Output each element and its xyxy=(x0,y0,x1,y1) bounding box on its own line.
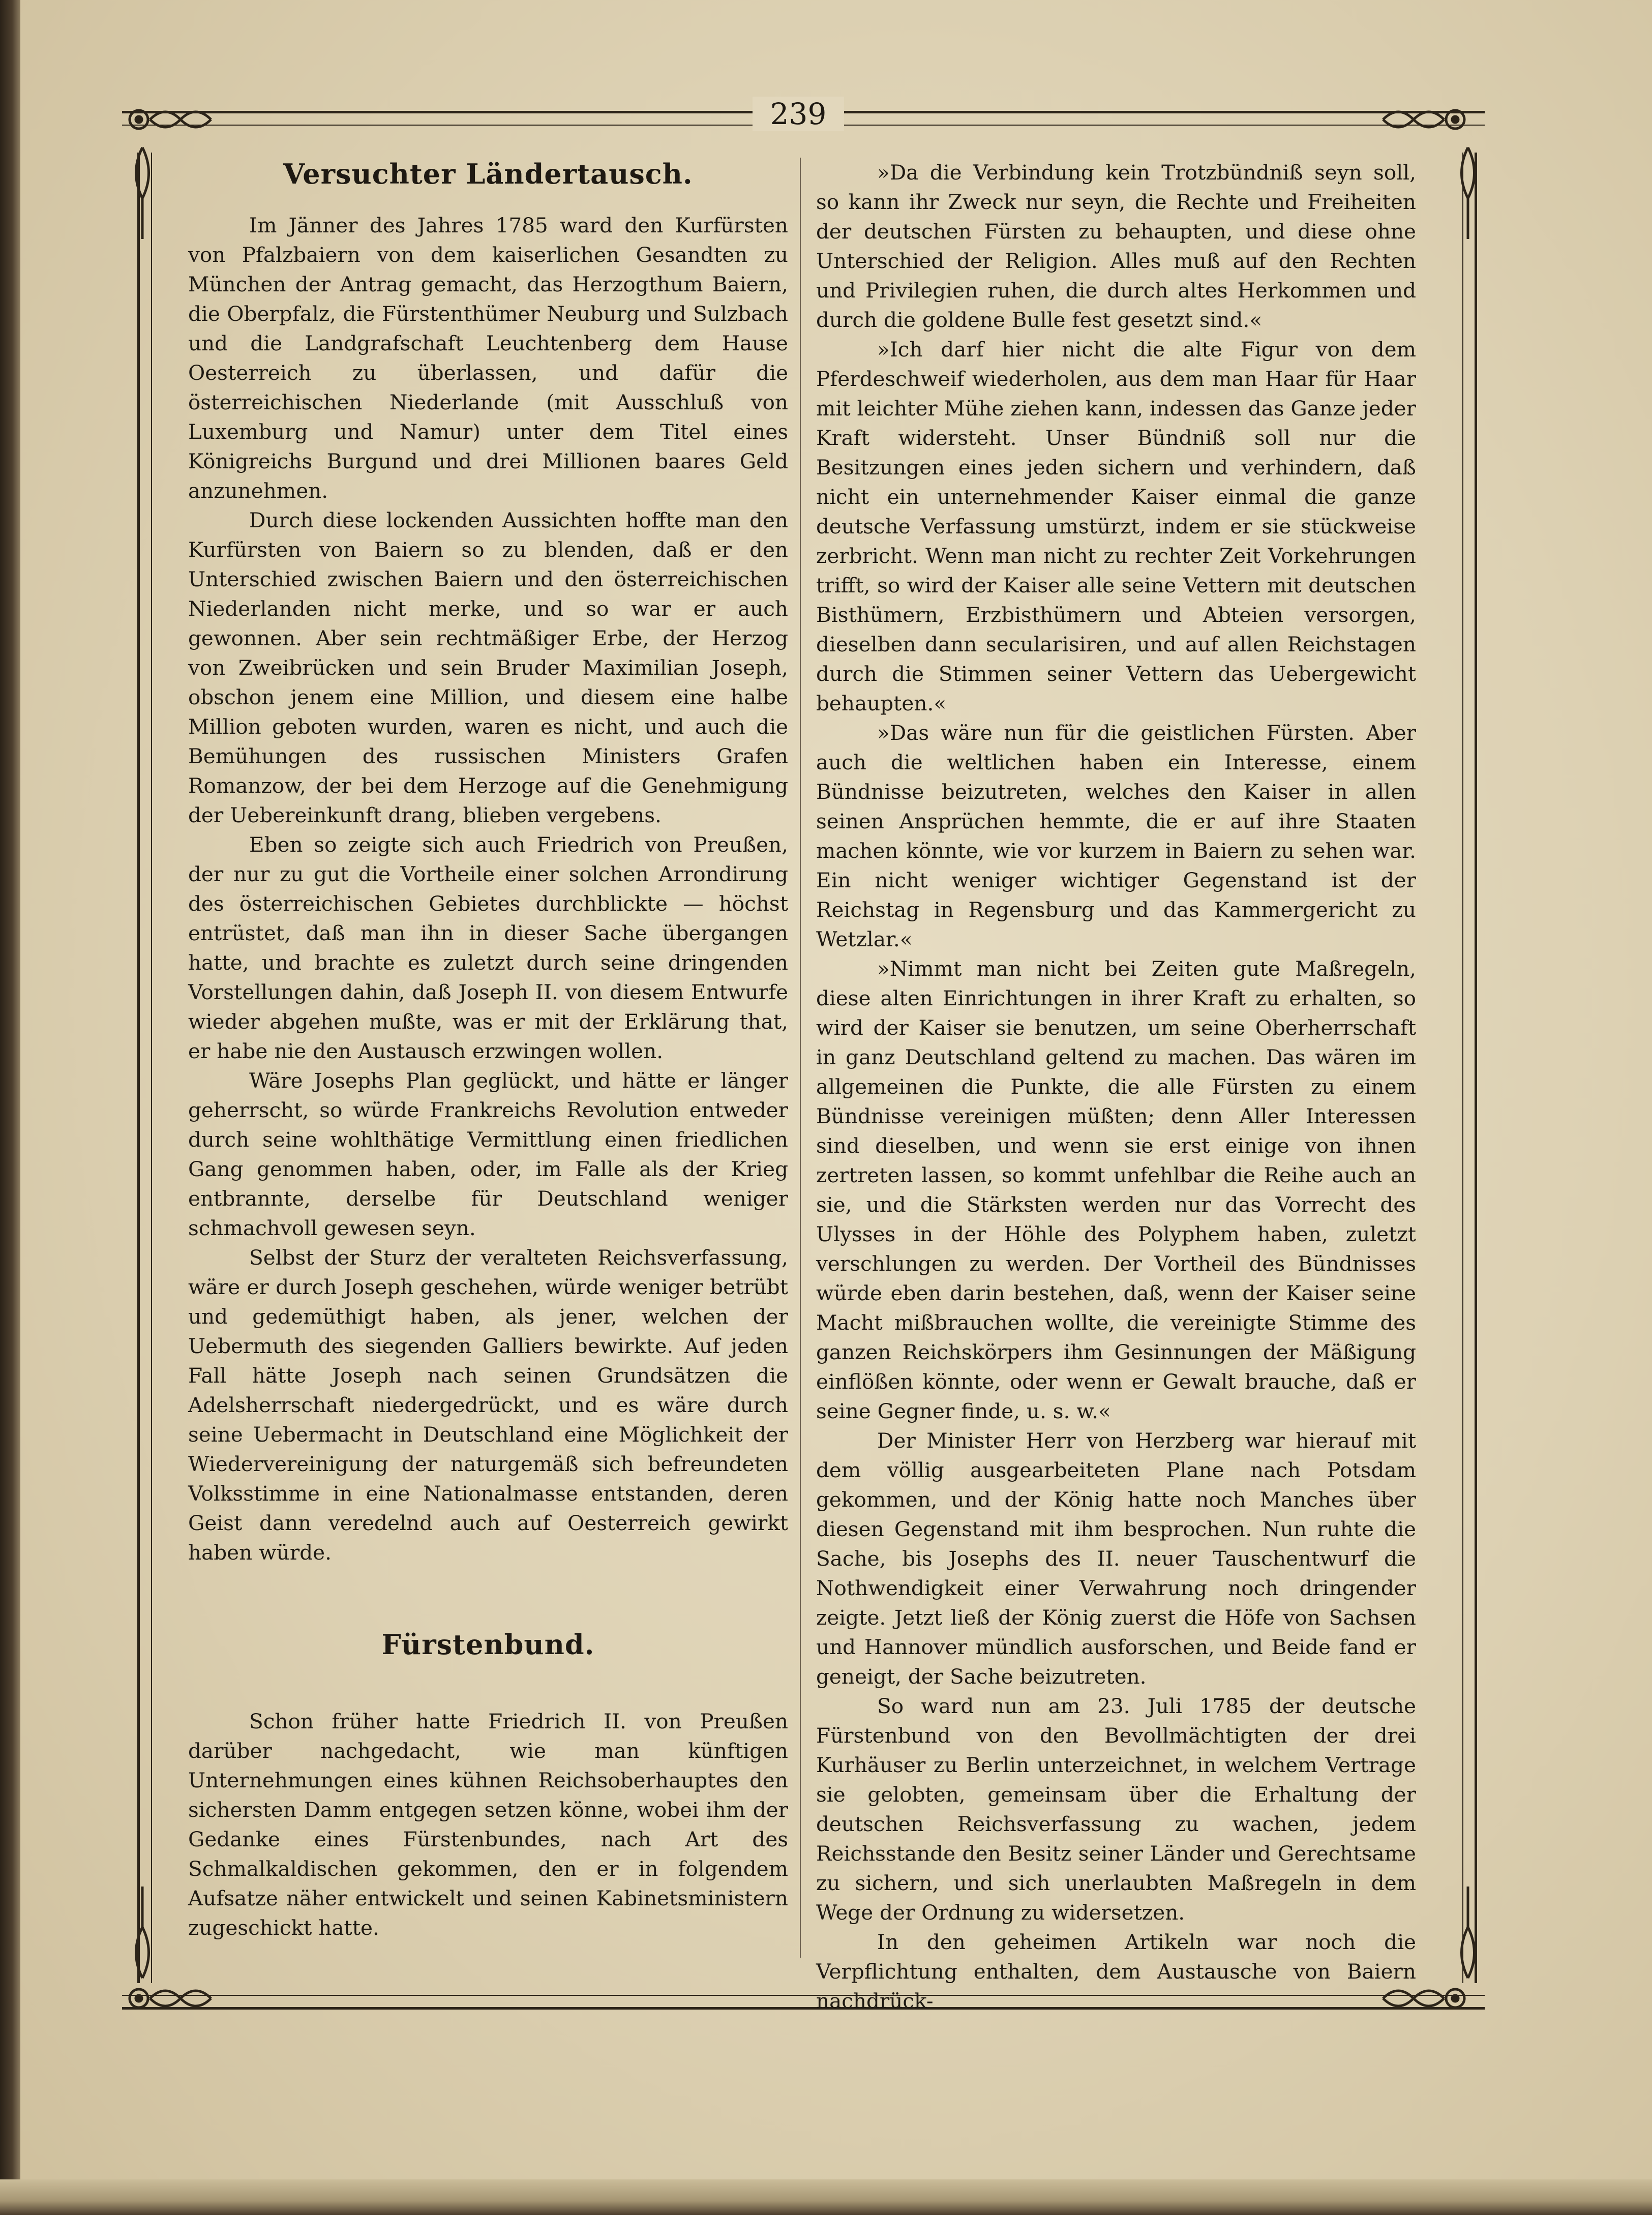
paragraph: So ward nun am 23. Juli 1785 der deutsche Fürstenbund von den Bevollmächtigten der drei Kurhäuser zu Berlin unterzeichnet, in welchem Vertrage sie gelobten, gemeinsam über die Erhaltung der deutschen Reichsverfassung zu wachen, jedem Reichsstande den Besitz seiner Länder und Gerechtsame zu sichern, und sich unerlaubten Maßregeln in dem Wege der Ordnung zu widersetzen. xyxy=(816,1694,1416,1925)
paragraph: »Nimmt man nicht bei Zeiten gute Maßregeln, diese alten Einrichtungen in ihrer Kraft zu erhalten, so wird der Kaiser sie benutzen, um seine Oberherrschaft in ganz Deutschland geltend zu machen. Das wären im allgemeinen die Punkte, die alle Fürsten zu einem Bündnisse vereinigen müßten; denn Aller Interessen sind dieselben, und wenn sie erst einige von ihnen zertreten lassen, so kommt unfehlbar die Reihe auch an sie, und die Stärksten werden nur das Vorrecht des Ulysses in der Höhle des Polyphem haben, zuletzt verschlungen zu werden. Der Vortheil des Bündnisses würde eben darin bestehen, daß, wenn der Kaiser seine Macht mißbrauchen wollte, die vereinigte Stimme des ganzen Reichskörpers ihm Gesinnungen der Mäßigung einflößen könnte, oder wenn er Gewalt brauche, daß er seine Gegner finde, u. s. w.« xyxy=(816,956,1416,1423)
paragraph: »Da die Verbindung kein Trotzbündniß seyn soll, so kann ihr Zweck nur seyn, die Rechte und Freiheiten der deutschen Fürsten zu behaupten, und diese ohne Unterschied der Religion. Alles muß auf den Rechten und Privilegien ruhen, die durch altes Herkommen und durch die goldene Bulle fest gesetzt sind.« xyxy=(816,160,1416,332)
corner-ornament-top-left-icon xyxy=(119,99,221,140)
corner-ornament-bottom-left-icon xyxy=(119,1978,221,2019)
book-binding xyxy=(0,0,20,2215)
page-number: 239 xyxy=(753,97,844,131)
paragraph: Wäre Josephs Plan geglückt, und hätte er länger geherrscht, so würde Frankreichs Revolution entweder durch seine wohlthätige Vermittlung einen friedlichen Gang genommen haben, oder, im Falle als der Krieg entbrannte, derselbe für Deutschland weniger schmachvoll gewesen seyn. xyxy=(188,1068,788,1240)
paragraph: Im Jänner des Jahres 1785 ward den Kurfürsten von Pfalzbaiern von dem kaiserlichen Gesandten zu München der Antrag gemacht, das Herzogthum Baiern, die Oberpfalz, die Fürstenthümer Neuburg und Sulzbach und die Landgrafschaft Leuchtenberg dem Hause Oesterreich zu überlassen, und dafür die österreichischen Niederlande (mit Ausschluß von Luxemburg und Namur) unter dem Titel eines Königreichs Burgund und drei Millionen baares Geld anzunehmen. xyxy=(188,213,788,503)
side-ornament-left-top-icon xyxy=(127,142,158,244)
section-title-laendertausch: Versuchter Ländertausch. xyxy=(283,158,693,190)
left-column xyxy=(188,158,788,1942)
paragraph: In den geheimen Artikeln war noch die Verpflichtung enthalten, dem Austausche von Baiern nachdrück- xyxy=(816,1930,1416,2013)
page-bottom-edge xyxy=(0,2179,1652,2215)
paragraph: Der Minister Herr von Herzberg war hierauf mit dem völlig ausgearbeiteten Plane nach Potsdam gekommen, und der König hatte noch Manches über diesen Gegenstand mit ihm besprochen. Nun ruhte die Sache, bis Josephs des II. neuer Tauschentwurf die Nothwendigkeit einer Verwahrung noch dringender zeigte. Jetzt ließ der König zuerst die Höfe von Sachsen und Hannover mündlich ausforschen, und Beide fand er geneigt, der Sache beizutreten. xyxy=(816,1428,1416,1689)
side-ornament-left-bottom-icon xyxy=(127,1881,158,1983)
frame-right-rule xyxy=(1462,153,1477,1983)
right-column xyxy=(816,158,1416,2016)
side-ornament-right-bottom-icon xyxy=(1453,1881,1483,1983)
section-title-fuerstenbund: Fürstenbund. xyxy=(381,1628,595,1661)
paragraph: »Das wäre nun für die geistlichen Fürsten. Aber auch die weltlichen haben ein Interesse, einem Bündnisse beizutreten, welches den Kaiser in allen seinen Ansprüchen hemmte, die er auf ihre Staaten machen könnte, wie vor kurzem in Baiern zu sehen war. Ein nicht weniger wichtiger Gegenstand ist der Reichstag in Regensburg und das Kammergericht zu Wetzlar.« xyxy=(816,721,1416,951)
column-divider xyxy=(800,158,801,1958)
paragraph: Eben so zeigte sich auch Friedrich von Preußen, der nur zu gut die Vortheile einer solchen Arrondirung des österreichischen Gebietes durchblickte — höchst entrüstet, daß man ihn in dieser Sache übergangen hatte, und brachte es zuletzt durch seine dringenden Vorstellungen dahin, daß Joseph II. von diesem Entwurfe wieder abgehen mußte, was er mit der Erklärung that, er habe nie den Austausch erzwingen wollen. xyxy=(188,832,788,1063)
paragraph: Schon früher hatte Friedrich II. von Preußen darüber nachgedacht, wie man künftigen Unternehmungen eines kühnen Reichsoberhauptes den sichersten Damm entgegen setzen könne, wobei ihm der Gedanke eines Fürstenbundes, nach Art des Schmalkaldischen gekommen, den er in folgendem Aufsatze näher entwickelt und seinen Kabinetsministern zugeschickt hatte. xyxy=(188,1709,788,1940)
corner-ornament-top-right-icon xyxy=(1373,99,1475,140)
frame-left-rule xyxy=(137,153,152,1983)
paragraph: Durch diese lockenden Aussichten hoffte man den Kurfürsten von Baiern so zu blenden, daß er den Unterschied zwischen Baiern und den österreichischen Niederlanden nicht merke, und so war er auch gewonnen. Aber sein rechtmäßiger Erbe, der Herzog von Zweibrücken und sein Bruder Maximilian Joseph, obschon jenem eine Million, und diesem eine halbe Million geboten wurden, waren es nicht, und auch die Bemühungen des russischen Ministers Grafen Romanzow, der bei dem Herzoge auf die Genehmigung der Uebereinkunft drang, blieben vergebens. xyxy=(188,508,788,827)
paragraph: »Ich darf hier nicht die alte Figur von dem Pferdeschweif wiederholen, aus dem man Haar für Haar mit leichter Mühe ziehen kann, indessen das Ganze jeder Kraft widersteht. Unser Bündniß soll nur die Besitzungen eines jeden sichern und verhindern, daß nicht ein unternehmender Kaiser einmal die ganze deutsche Verfassung umstürzt, indem er sie stückweise zerbricht. Wenn man nicht zu rechter Zeit Vorkehrungen trifft, so wird der Kaiser alle seine Vettern mit deutschen Bisthümern, Erzbisthümern und Abteien versorgen, dieselben dann secularisiren, und auf allen Reichstagen durch die Stimmen seiner Vettern das Uebergewicht behaupten.« xyxy=(816,337,1416,715)
paragraph: Selbst der Sturz der veralteten Reichsverfassung, wäre er durch Joseph geschehen, würde weniger betrübt und gedemüthigt haben, als jener, welchen der Uebermuth des siegenden Galliers bewirkte. Auf jeden Fall hätte Joseph nach seinen Grundsätzen die Adelsherrschaft niedergedrückt, und es wäre durch seine Uebermacht in Deutschland eine Möglichkeit der Wiedervereinigung der naturgemäß sich befreundeten Volksstimme in eine Nationalmasse entstanden, deren Geist dann veredelnd auch auf Oesterreich gewirkt haben würde. xyxy=(188,1245,788,1565)
side-ornament-right-top-icon xyxy=(1453,142,1483,244)
